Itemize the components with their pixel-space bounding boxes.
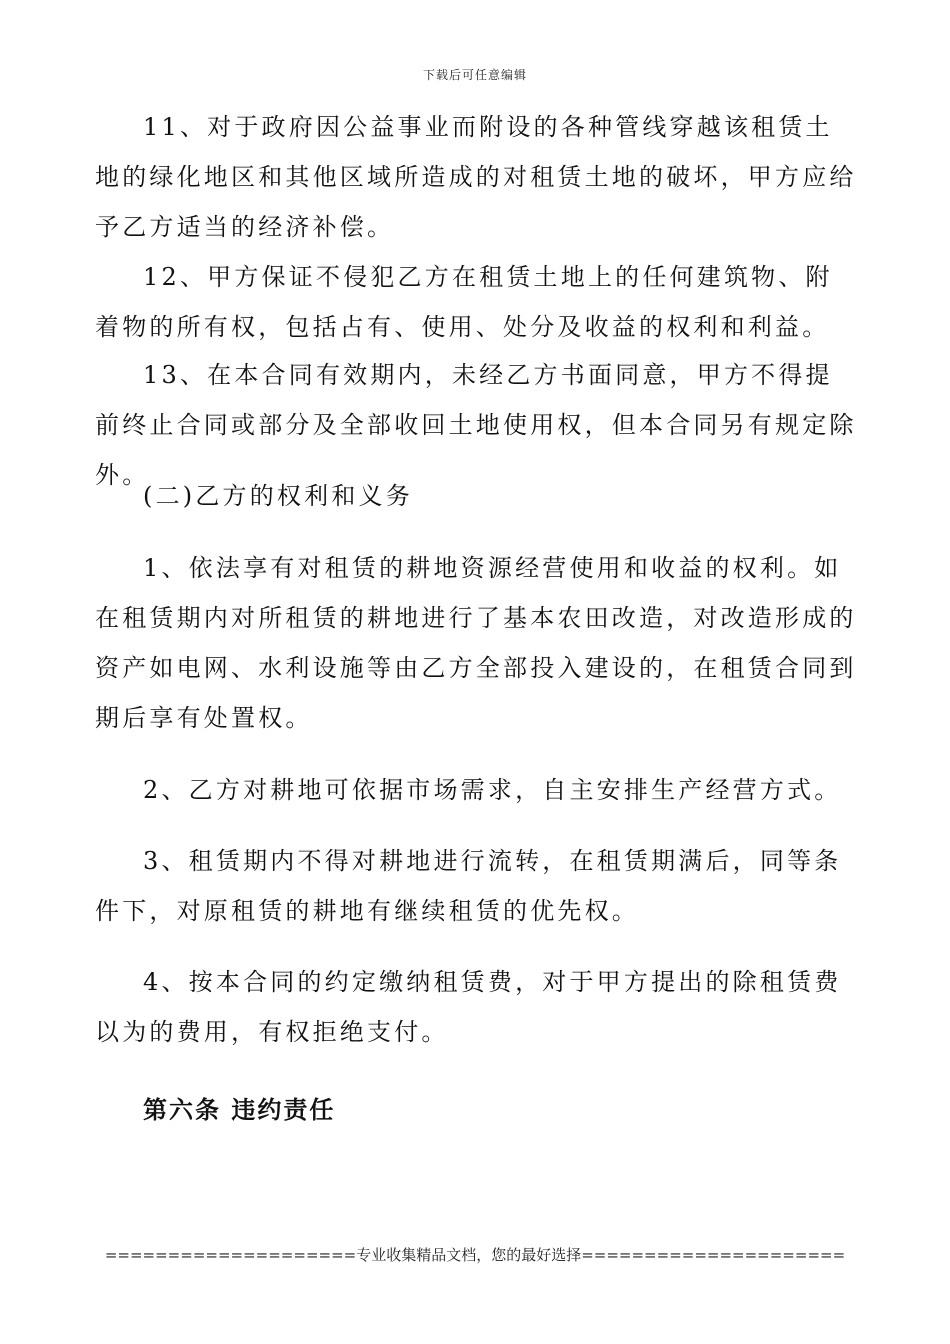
page-footer-banner: ====================专业收集精品文档，您的最好选择=====================: [104, 1246, 846, 1264]
paragraph-b-item-2: 2、乙方对耕地可依据市场需求，自主安排生产经营方式。: [143, 776, 842, 804]
paragraph-b-item-1: 1、依法享有对租赁的耕地资源经营使用和收益的权利。如在租赁期内对所租赁的耕地进行了基本农田改造，对改造形成的资产如电网、水利设施等由乙方全部投入建设的，在租赁合同到期后享有处置权。: [95, 554, 857, 732]
paragraph-b-item-3: 3、租赁期内不得对耕地进行流转，在租赁期满后，同等条件下，对原租赁的耕地有继续租赁的优先权。: [95, 847, 842, 925]
paragraph-b-item-4: 4、按本合同的约定缴纳租赁费，对于甲方提出的除租赁费以为的费用，有权拒绝支付。: [95, 968, 842, 1046]
page-header-note: 下载后可任意编辑: [422, 68, 527, 82]
paragraph-clause-13: 13、在本合同有效期内，未经乙方书面同意，甲方不得提前终止合同或部分及全部收回土地使用权，但本合同另有规定除外。: [95, 361, 857, 489]
section-heading-article-6: 第六条 违约责任: [143, 1096, 336, 1124]
paragraph-clause-11: 11、对于政府因公益事业而附设的各种管线穿越该租赁土地的绿化地区和其他区域所造成的对租赁土地的破坏，甲方应给予乙方适当的经济补偿。: [95, 113, 857, 241]
paragraph-clause-12: 12、甲方保证不侵犯乙方在租赁土地上的任何建筑物、附着物的所有权，包括占有、使用、处分及收益的权利和利益。: [95, 263, 833, 341]
subsection-heading-party-b: (二)乙方的权利和义务: [143, 482, 413, 510]
